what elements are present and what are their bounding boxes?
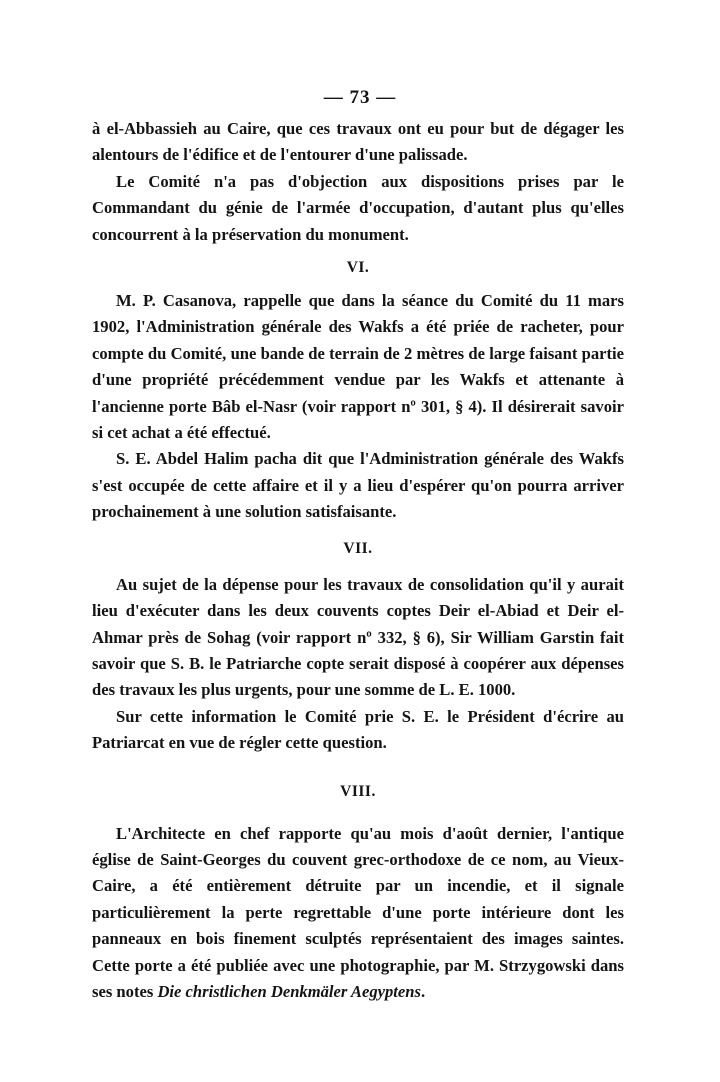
spacer: [92, 526, 624, 536]
paragraph-vii-1: Au sujet de la dépense pour les travaux de consolidation qu'il y aurait lieu d'exécuter dans les deux couvents coptes Deir el-Abiad et Deir el-Ahmar près de Sohag (voir rapport nº 332, § 6), Sir William Garstin fait savoir que S. B. le Patriarche copte serait disposé à coopérer aux dépenses des travaux les plus urgents, pour une somme de L. E. 1000.: [92, 574, 624, 700]
section-heading-vii: VII.: [343, 539, 373, 557]
spacer: [92, 248, 624, 255]
body-text: [92, 116, 624, 1005]
paragraph-vi-1: M. P. Casanova, rappelle que dans la séance du Comité du 11 mars 1902, l'Administration générale des Wakfs a été priée de racheter, pour compte du Comité, une bande de terrain de 2 mètres de large faisant partie d'une propriété précédemment vendue par les Wakfs et attenante à l'ancienne porte Bâb el-Nasr (voir rapport nº 301, § 4). Il désirerait savoir si cet achat a été effectué.: [92, 291, 624, 443]
paragraph-vii-2: Sur cette information le Comité prie S. E. le Président d'écrire au Patriarcat en vue de régler cette question.: [92, 706, 624, 753]
paragraph-intro-1: à el-Abbassieh au Caire, que ces travaux ont eu pour but de dégager les alentours de l'édifice et de l'entourer d'une palissade.: [92, 119, 624, 165]
paragraph-viii-1-end: .: [420, 981, 426, 1001]
spacer: [92, 281, 624, 288]
paragraph-viii-1: [92, 821, 624, 1006]
section-heading-vi: VI.: [346, 259, 370, 277]
book-title: Die christlichen Denkmäler Aegyptens: [157, 981, 421, 1001]
paragraph-viii-1-text: L'Architecte en chef rapporte qu'au mois d'août dernier, l'antique église de Saint-Georges du couvent grec-orthodoxe de ce nom, au Vieux-Caire, a été entièrement détruite par un incendie, et il signale particulièrement la perte regrettable d'une porte intérieure dont les panneaux en bois finement sculptés représentaient des images saintes. Cette porte a été publiée avec une photographie, par M. Strzygowski dans ses notes: [92, 823, 624, 1001]
paragraph-vi-2: S. E. Abdel Halim pacha dit que l'Administration générale des Wakfs s'est occupée de cette affaire et il y a lieu d'espérer qu'on pourra arriver prochainement à une solution satisfaisante.: [92, 449, 624, 522]
spacer: [92, 562, 624, 572]
spacer: [92, 805, 624, 821]
spacer: [92, 757, 624, 779]
paragraph-intro-2: Le Comité n'a pas d'objection aux dispositions prises par le Commandant du génie de l'armée d'occupation, d'autant plus qu'elles concourrent à la préservation du monument.: [92, 171, 624, 244]
section-heading-viii: VIII.: [340, 782, 376, 800]
page-number: — 73 —: [323, 87, 397, 108]
